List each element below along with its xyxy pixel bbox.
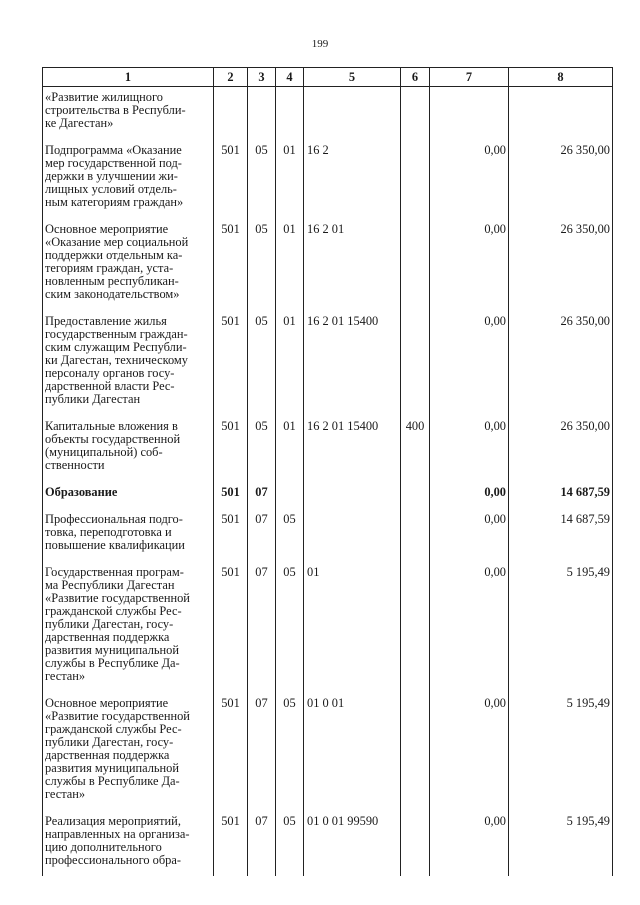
cell-section: 07 [248, 508, 276, 561]
cell-subsection: 05 [276, 692, 304, 810]
cell-amount-2: 26 350,00 [509, 218, 613, 310]
cell-name: «Развитие жилищного строительства в Республи- ке Дагестан» [43, 87, 214, 140]
cell-amount-1: 0,00 [430, 810, 509, 876]
column-header-6: 6 [401, 68, 430, 87]
cell-subsection: 05 [276, 810, 304, 876]
cell-target-article: 16 2 [304, 139, 401, 218]
table-row [43, 692, 613, 810]
cell-amount-1: 0,00 [430, 139, 509, 218]
cell-amount-2: 26 350,00 [509, 310, 613, 415]
column-header-8: 8 [509, 68, 613, 87]
cell-amount-1: 0,00 [430, 310, 509, 415]
cell-section: 05 [248, 218, 276, 310]
cell-name: Основное мероприятие «Оказание мер социальной поддержки отдельным ка- тегориям граждан, уста- новленным республикан- ским законодательством» [43, 218, 214, 310]
cell-expense-type [401, 218, 430, 310]
cell-expense-type [401, 508, 430, 561]
cell-section [248, 87, 276, 140]
table-row [43, 415, 613, 481]
table-row [43, 481, 613, 508]
cell-section: 07 [248, 481, 276, 508]
cell-amount-2: 5 195,49 [509, 810, 613, 876]
cell-amount-2: 5 195,49 [509, 561, 613, 692]
cell-ministry: 501 [214, 508, 248, 561]
cell-amount-1: 0,00 [430, 561, 509, 692]
cell-target-article: 01 0 01 [304, 692, 401, 810]
cell-amount-2: 14 687,59 [509, 481, 613, 508]
cell-name: Предоставление жилья государственным граждан- ским служащим Республи- ки Дагестан, техническому персоналу органов госу- дарственной власти Рес- публики Дагестан [43, 310, 214, 415]
cell-target-article: 16 2 01 [304, 218, 401, 310]
cell-section: 05 [248, 139, 276, 218]
cell-section: 07 [248, 692, 276, 810]
table-row [43, 561, 613, 692]
cell-section: 05 [248, 310, 276, 415]
table-row [43, 218, 613, 310]
cell-amount-1: 0,00 [430, 692, 509, 810]
cell-section: 05 [248, 415, 276, 481]
cell-ministry: 501 [214, 561, 248, 692]
cell-target-article [304, 508, 401, 561]
column-header-3: 3 [248, 68, 276, 87]
cell-subsection [276, 87, 304, 140]
cell-amount-2: 26 350,00 [509, 139, 613, 218]
cell-ministry: 501 [214, 139, 248, 218]
cell-amount-1: 0,00 [430, 481, 509, 508]
cell-expense-type [401, 692, 430, 810]
cell-expense-type [401, 87, 430, 140]
cell-target-article [304, 481, 401, 508]
cell-target-article [304, 87, 401, 140]
cell-name: Капитальные вложения в объекты государственной (муниципальной) соб- ственности [43, 415, 214, 481]
table-row [43, 139, 613, 218]
cell-subsection: 01 [276, 218, 304, 310]
table-row [43, 310, 613, 415]
budget-table [42, 67, 613, 876]
cell-expense-type [401, 139, 430, 218]
cell-ministry: 501 [214, 415, 248, 481]
cell-subsection: 01 [276, 415, 304, 481]
cell-ministry: 501 [214, 481, 248, 508]
cell-ministry: 501 [214, 218, 248, 310]
cell-expense-type [401, 561, 430, 692]
table-row [43, 87, 613, 140]
cell-subsection: 05 [276, 561, 304, 692]
cell-target-article: 16 2 01 15400 [304, 415, 401, 481]
cell-subsection: 01 [276, 310, 304, 415]
cell-amount-1: 0,00 [430, 415, 509, 481]
cell-target-article: 01 [304, 561, 401, 692]
cell-ministry: 501 [214, 810, 248, 876]
cell-amount-2: 5 195,49 [509, 692, 613, 810]
cell-ministry: 501 [214, 692, 248, 810]
cell-subsection: 01 [276, 139, 304, 218]
table-row [43, 508, 613, 561]
cell-name: Реализация мероприятий, направленных на организа- цию дополнительного профессионального обра- [43, 810, 214, 876]
cell-amount-1: 0,00 [430, 508, 509, 561]
cell-subsection [276, 481, 304, 508]
cell-amount-2: 26 350,00 [509, 415, 613, 481]
column-header-4: 4 [276, 68, 304, 87]
cell-amount-1 [430, 87, 509, 140]
cell-target-article: 01 0 01 99590 [304, 810, 401, 876]
cell-amount-2 [509, 87, 613, 140]
header-row [43, 68, 613, 87]
cell-name: Государственная програм- ма Республики Дагестан «Развитие государственной гражданской службы Рес- публики Дагестан, госу- дарственная поддержка развития муниципальной службы в Республике Да- гестан» [43, 561, 214, 692]
cell-expense-type [401, 310, 430, 415]
cell-name: Образование [43, 481, 214, 508]
cell-subsection: 05 [276, 508, 304, 561]
cell-name: Профессиональная подго- товка, переподготовка и повышение квалификации [43, 508, 214, 561]
cell-expense-type [401, 481, 430, 508]
column-header-2: 2 [214, 68, 248, 87]
cell-ministry: 501 [214, 310, 248, 415]
cell-section: 07 [248, 561, 276, 692]
table-body [43, 87, 613, 877]
column-header-1: 1 [43, 68, 214, 87]
cell-amount-1: 0,00 [430, 218, 509, 310]
table-row [43, 810, 613, 876]
column-header-7: 7 [430, 68, 509, 87]
cell-amount-2: 14 687,59 [509, 508, 613, 561]
column-header-5: 5 [304, 68, 401, 87]
cell-expense-type: 400 [401, 415, 430, 481]
cell-target-article: 16 2 01 15400 [304, 310, 401, 415]
cell-expense-type [401, 810, 430, 876]
cell-name: Подпрограмма «Оказание мер государственной под- держки в улучшении жи- лищных условий отдель- ным категориям граждан» [43, 139, 214, 218]
page-number: 199 [311, 38, 329, 50]
cell-ministry [214, 87, 248, 140]
cell-section: 07 [248, 810, 276, 876]
cell-name: Основное мероприятие «Развитие государственной гражданской службы Рес- публики Дагестан, госу- дарственная поддержка развития муниципальной службы в Республике Да- гестан» [43, 692, 214, 810]
